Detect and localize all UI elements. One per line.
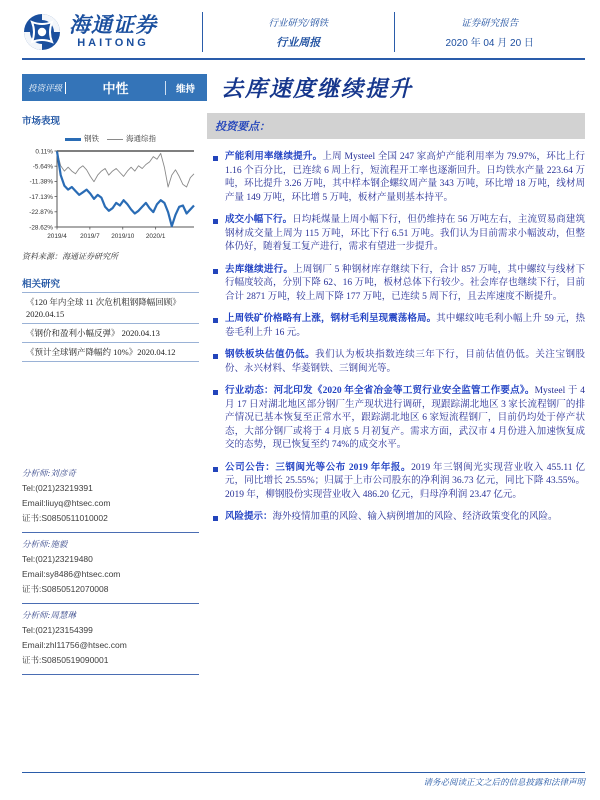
bullet-icon <box>213 390 218 395</box>
chart-line-index <box>57 151 194 187</box>
related-item-date: 2020.04.13 <box>121 328 160 338</box>
bullet-body: 海外疫情加重的风险、输入病例增加的风险、经济政策变化的风险。 <box>272 512 558 522</box>
report-date: 2020 年 04 月 20 日 <box>445 38 534 49</box>
chart-xtick-label: 2020/1 <box>145 233 166 240</box>
brand-name-en: HAITONG <box>77 37 149 49</box>
analyst-tel: Tel:(021)23154399 <box>22 625 93 635</box>
rating-status: 维持 <box>165 81 201 95</box>
bullet-body: Mysteel 于 4 月 17 日对湖北地区部分钢厂生产现状进行调研，现跟踪湖北地区 3 家长流程钢厂的排产情况已基本恢复至正常水平，跟踪湖北地区 6 家短流程钢厂，目前仍均处于停产状态，大部分钢厂或将于 4 月底 5 月初复产。需求方面，武汉市 4 月份进入加速恢复成交的态势，现已恢复至约 74%的成交水平。 <box>225 386 585 450</box>
bullet-icon <box>213 516 218 521</box>
main-content <box>22 113 585 675</box>
bullet-icon <box>213 354 218 359</box>
bullet-lead: 行业动态：河北印发《2020 年全省冶金等工贸行业安全监管工作要点》。 <box>225 386 535 396</box>
analyst-email: Email:zhl11756@htsec.com <box>22 640 127 650</box>
bullet-lead: 去库继续进行。 <box>225 264 294 275</box>
chart-xtick-label: 2019/4 <box>47 233 67 240</box>
rating-bar <box>22 74 207 101</box>
industry-category: 行业研究/钢铁 <box>268 18 329 29</box>
bullet-icon <box>213 269 218 274</box>
market-chart <box>22 133 199 241</box>
footer-divider <box>22 772 585 773</box>
key-points-header: 投资要点： <box>215 121 270 133</box>
page-title: 去库速度继续提升 <box>221 76 414 101</box>
chart-line-steel <box>57 151 194 226</box>
brand-name-cn: 海通证券 <box>69 13 157 37</box>
related-item-title: 《预计全球钢产降幅约 10%》 <box>26 347 138 357</box>
bullet-item <box>213 264 585 305</box>
bullet-body: 上周钢厂 5 种钢材库存继续下行，合计 857 万吨，其中螺纹与线材下行幅度较高，分别下降 62、16 万吨，板材总体下行较少。社会库存也继续下行，目前合计 2871 万吨，较上周下降 177 万吨，已连续 5 周下行，且去库速度不断提升。 <box>225 264 585 302</box>
report-header <box>22 12 585 60</box>
analyst-email: Email:sy8486@htsec.com <box>22 569 121 579</box>
header-date-block <box>394 12 586 52</box>
analyst-name: 分析师:周慧琳 <box>22 610 76 620</box>
rating-value: 中性 <box>102 81 129 96</box>
bullet-body: 我们认为板块指数连续三年下行，目前估值仍低。关注宝钢股份、永兴材料、华菱钢铁、三钢闽光等。 <box>225 350 585 374</box>
bullet-item <box>213 462 585 503</box>
bullet-lead: 钢铁板块估值仍低。 <box>225 350 316 360</box>
analyst-cert: 证书:S0850512070008 <box>22 584 109 594</box>
analyst-tel: Tel:(021)23219480 <box>22 554 93 564</box>
bullet-icon <box>213 219 218 224</box>
bullet-item <box>213 214 585 255</box>
chart-ytick-label: -28.62% <box>29 224 53 232</box>
bullet-icon <box>213 318 218 323</box>
brand-block <box>22 12 202 52</box>
analyst-email: Email:liuyq@htsec.com <box>22 498 111 508</box>
analyst-block <box>22 533 199 604</box>
chart-ytick-label: 0.11% <box>35 148 53 156</box>
bullet-lead: 产能利用率继续提升。 <box>225 152 323 162</box>
bullet-lead: 公司公告：三钢闽光等公布 2019 年年报。 <box>225 462 412 473</box>
chart-ytick-label: -11.38% <box>29 178 53 186</box>
related-item <box>22 293 199 324</box>
chart-source: 资料来源：海通证券研究所 <box>22 252 118 261</box>
analyst-block <box>22 462 199 533</box>
key-points-bar <box>207 113 585 139</box>
bullet-body: 日均耗煤量上周小幅下行，但仍维持在 56 万吨左右，主流贸易商建筑钢材成交量上周为 115 万吨，环比下行 6.51 万吨。我们认为目前需求小幅波动，但整体仍好，随着复工复产进行，需求有望进一步提升。 <box>225 215 585 252</box>
chart-ytick-label: -22.87% <box>29 209 53 217</box>
sidebar <box>22 113 207 675</box>
rating-title-row <box>22 72 585 103</box>
bullet-body: 其中螺纹吨毛利小幅上升 59 元，热卷毛利上升 16 元。 <box>225 314 585 338</box>
bullet-body: 上周 Mysteel 全国 247 家高炉产能利用率为 79.97%，环比上行 1.16 个百分比，已连续 6 周上行，短流程开工率也逐渐回升。日均铁水产量 223.64 万吨，环比提升 3.26 万吨，其中样本钢企螺纹周产量 343 万吨，环比增 18 万吨，线材周产量 149 万吨，环比增 5 万吨，板材产量则基本持平。 <box>225 152 585 203</box>
legend-swatch-steel <box>65 138 81 141</box>
bullet-list <box>207 151 585 525</box>
analyst-tel: Tel:(021)23219391 <box>22 483 93 493</box>
related-item-date: 2020.04.12 <box>137 347 176 357</box>
legend-label-steel: 钢铁 <box>84 134 99 143</box>
bullet-body: 2019 年三钢闽光实现营业收入 455.11 亿元，同比增长 25.55%；归属于上市公司股东的净利润 36.73 亿元，同比下降 43.55%。2019 年，柳钢股份实现营业收入 486.20 亿元，归母净利润 23.47 亿元。 <box>225 462 585 500</box>
bullet-icon <box>213 467 218 472</box>
bullet-item <box>213 151 585 205</box>
related-item <box>22 324 199 343</box>
bullet-item <box>213 511 585 525</box>
analyst-block <box>22 604 199 675</box>
doc-type: 证券研究报告 <box>461 19 519 29</box>
legend-swatch-index <box>107 139 123 140</box>
bullet-item <box>213 349 585 376</box>
bullet-lead: 上周铁矿价格略有上涨，钢材毛利呈现震荡格局。 <box>225 314 437 324</box>
report-type: 行业周报 <box>276 36 321 49</box>
related-item-date: 2020.04.15 <box>26 309 65 319</box>
header-category-block <box>202 12 394 52</box>
analyst-cert: 证书:S0850511010002 <box>22 513 108 523</box>
chart-ytick-label: -17.13% <box>29 193 53 201</box>
bullet-icon <box>213 156 218 161</box>
analyst-list <box>22 462 199 675</box>
haitong-logo-icon <box>22 12 62 52</box>
market-performance-header: 市场表现 <box>22 117 61 127</box>
chart-legend <box>22 133 199 144</box>
analyst-name: 分析师:刘彦奇 <box>22 468 76 478</box>
bullet-lead: 成交小幅下行。 <box>225 215 293 225</box>
related-item <box>22 343 199 362</box>
analyst-cert: 证书:S0850519090001 <box>22 655 109 665</box>
legend-label-index: 海通综指 <box>126 134 156 143</box>
report-body <box>207 113 585 675</box>
page-footer <box>22 772 585 788</box>
related-item-title: 《120 年内全球 11 次危机粗钢降幅回顾》 <box>26 297 181 307</box>
bullet-item <box>213 313 585 340</box>
related-research <box>22 276 199 362</box>
chart-xtick-label: 2019/10 <box>111 233 135 240</box>
chart-ytick-label: -5.64% <box>32 163 53 171</box>
chart-xtick-label: 2019/7 <box>80 233 100 240</box>
bullet-lead: 风险提示： <box>225 512 273 522</box>
related-research-header: 相关研究 <box>22 276 199 293</box>
market-chart-svg <box>22 145 200 241</box>
rating-label: 投资评级 <box>28 82 66 94</box>
footer-disclaimer: 请务必阅读正文之后的信息披露和法律声明 <box>423 777 585 787</box>
analyst-name: 分析师:施毅 <box>22 539 68 549</box>
related-item-title: 《钢价和盈利小幅反弹》 <box>26 328 120 338</box>
bullet-item <box>213 385 585 453</box>
